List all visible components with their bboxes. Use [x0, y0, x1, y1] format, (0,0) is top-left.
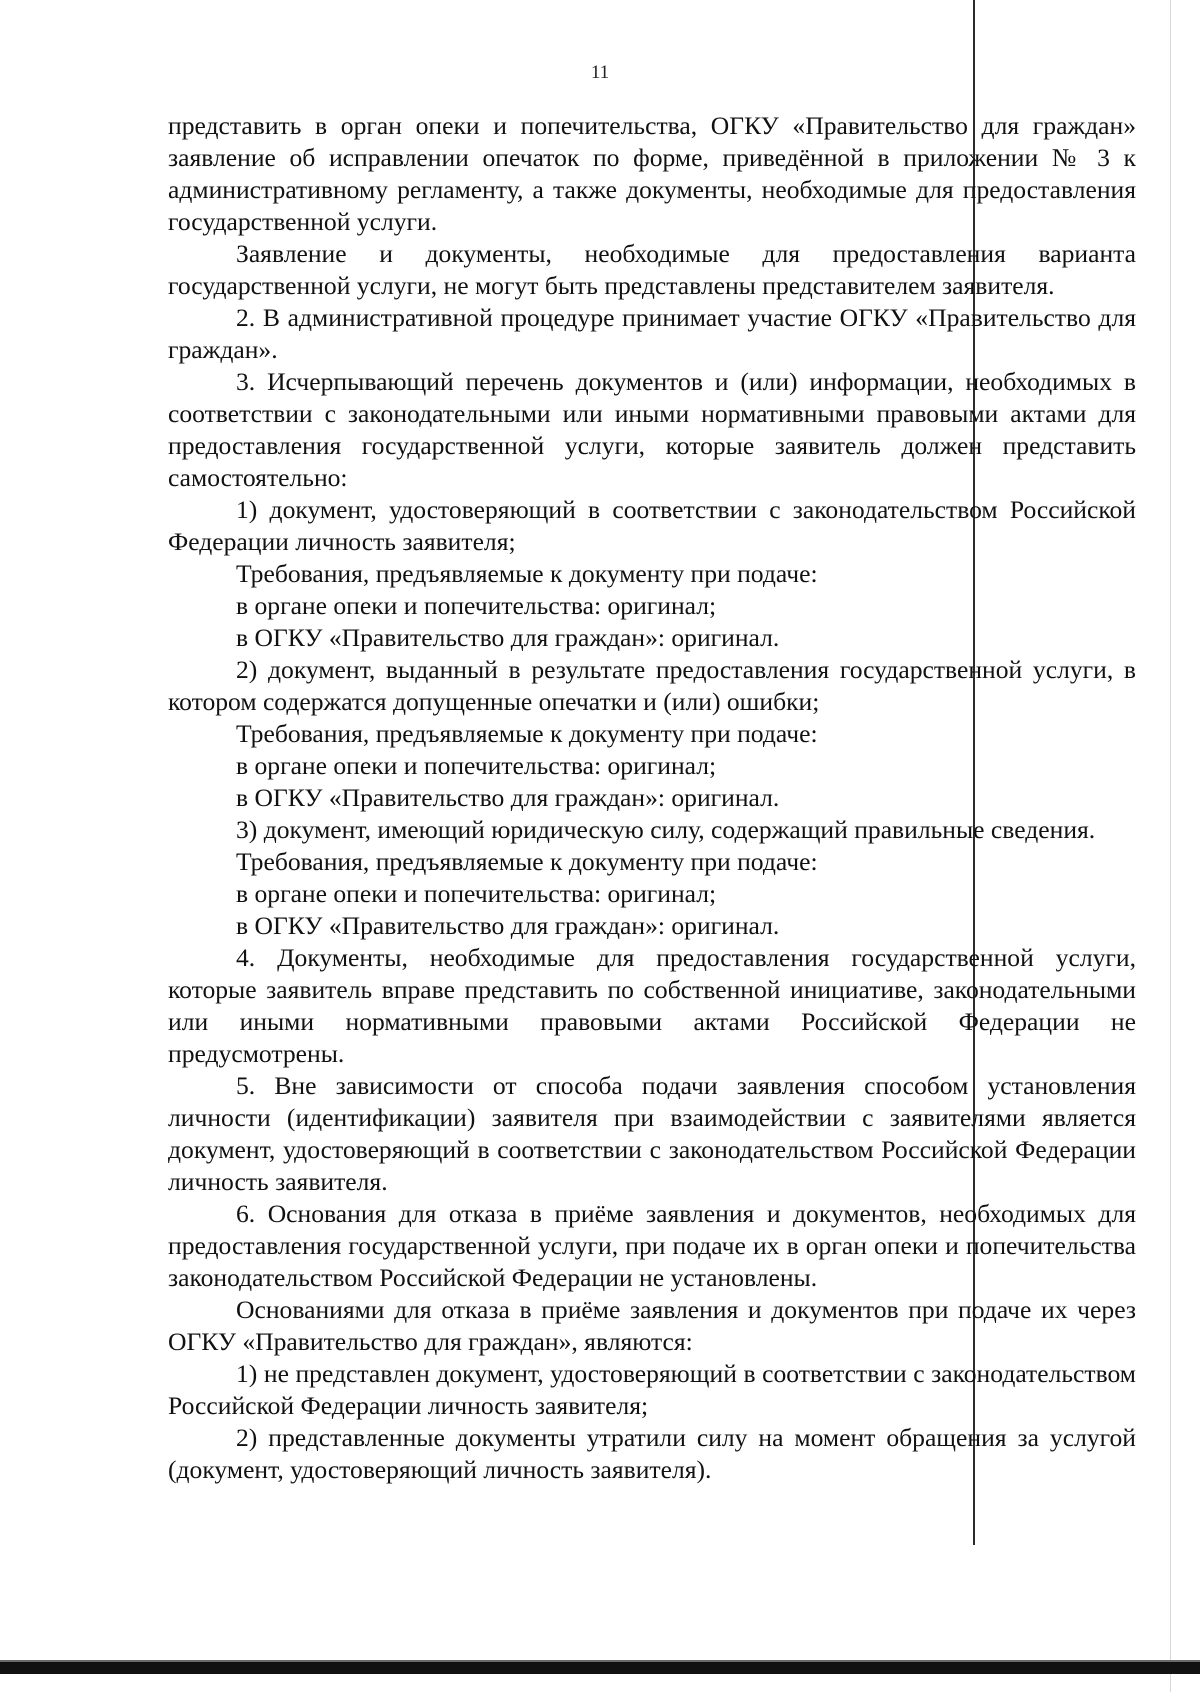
- paragraph: 4. Документы, необходимые для предоставления государственной услуги, которые заявитель вправе представить по собственной инициативе, законодательными или иными нормативными правовыми актами Российской Федерации не предусмотрены.: [168, 943, 1136, 1068]
- paragraph: Заявление и документы, необходимые для предоставления варианта государственной услуги, не могут быть представлены представителем заявителя.: [168, 239, 1136, 300]
- list-item: 1) документ, удостоверяющий в соответствии с законодательством Российской Федерации личность заявителя;: [168, 495, 1136, 556]
- paragraph: 5. Вне зависимости от способа подачи заявления способом установления личности (идентификации) заявителя при взаимодействии с заявителями является документ, удостоверяющий в соответствии с законодательством Российской Федерации личность заявителя.: [168, 1071, 1136, 1196]
- scan-artifact-faint-line: [1170, 0, 1171, 1692]
- requirements-heading: Требования, предъявляемые к документу при подаче:: [236, 719, 818, 748]
- paragraph: 3. Исчерпывающий перечень документов и (или) информации, необходимых в соответствии с законодательными или иными нормативными правовыми актами для предоставления государственной услуги, которые заявитель должен представить самостоятельно:: [168, 367, 1136, 492]
- list-item: 3) документ, имеющий юридическую силу, содержащий правильные сведения.: [236, 815, 1096, 844]
- scan-artifact-bottom-band: [0, 1662, 1200, 1674]
- requirement-line: в органе опеки и попечительства: оригинал;: [236, 591, 717, 620]
- paragraph: Основаниями для отказа в приёме заявления и документов при подаче их через ОГКУ «Правительство для граждан», являются:: [168, 1295, 1136, 1356]
- requirement-line: в ОГКУ «Правительство для граждан»: оригинал.: [236, 783, 780, 812]
- requirement-line: в ОГКУ «Правительство для граждан»: оригинал.: [236, 911, 780, 940]
- requirements-heading: Требования, предъявляемые к документу при подаче:: [236, 559, 818, 588]
- requirement-line: в ОГКУ «Правительство для граждан»: оригинал.: [236, 623, 780, 652]
- requirements-heading: Требования, предъявляемые к документу при подаче:: [236, 847, 818, 876]
- requirement-line: в органе опеки и попечительства: оригинал;: [236, 879, 717, 908]
- paragraph: представить в орган опеки и попечительства, ОГКУ «Правительство для граждан» заявление об исправлении опечаток по форме, приведённой в приложении № 3 к административному регламенту, а также документы, необходимые для предоставления государственной услуги.: [168, 111, 1136, 236]
- list-item: 2) документ, выданный в результате предоставления государственной услуги, в котором содержатся допущенные опечатки и (или) ошибки;: [168, 655, 1136, 716]
- paragraph: 6. Основания для отказа в приёме заявления и документов, необходимых для предоставления государственной услуги, при подаче их в орган опеки и попечительства законодательством Российской Федерации не установлены.: [168, 1199, 1136, 1292]
- paragraph: 2. В административной процедуре принимает участие ОГКУ «Правительство для граждан».: [168, 303, 1136, 364]
- document-body: [168, 110, 1136, 1486]
- list-item: 2) представленные документы утратили силу на момент обращения за услугой (документ, удостоверяющий личность заявителя).: [168, 1423, 1136, 1484]
- list-item: 1) не представлен документ, удостоверяющий в соответствии с законодательством Российской Федерации личность заявителя;: [168, 1359, 1136, 1420]
- page-number: 11: [590, 62, 610, 83]
- requirement-line: в органе опеки и попечительства: оригинал;: [236, 751, 717, 780]
